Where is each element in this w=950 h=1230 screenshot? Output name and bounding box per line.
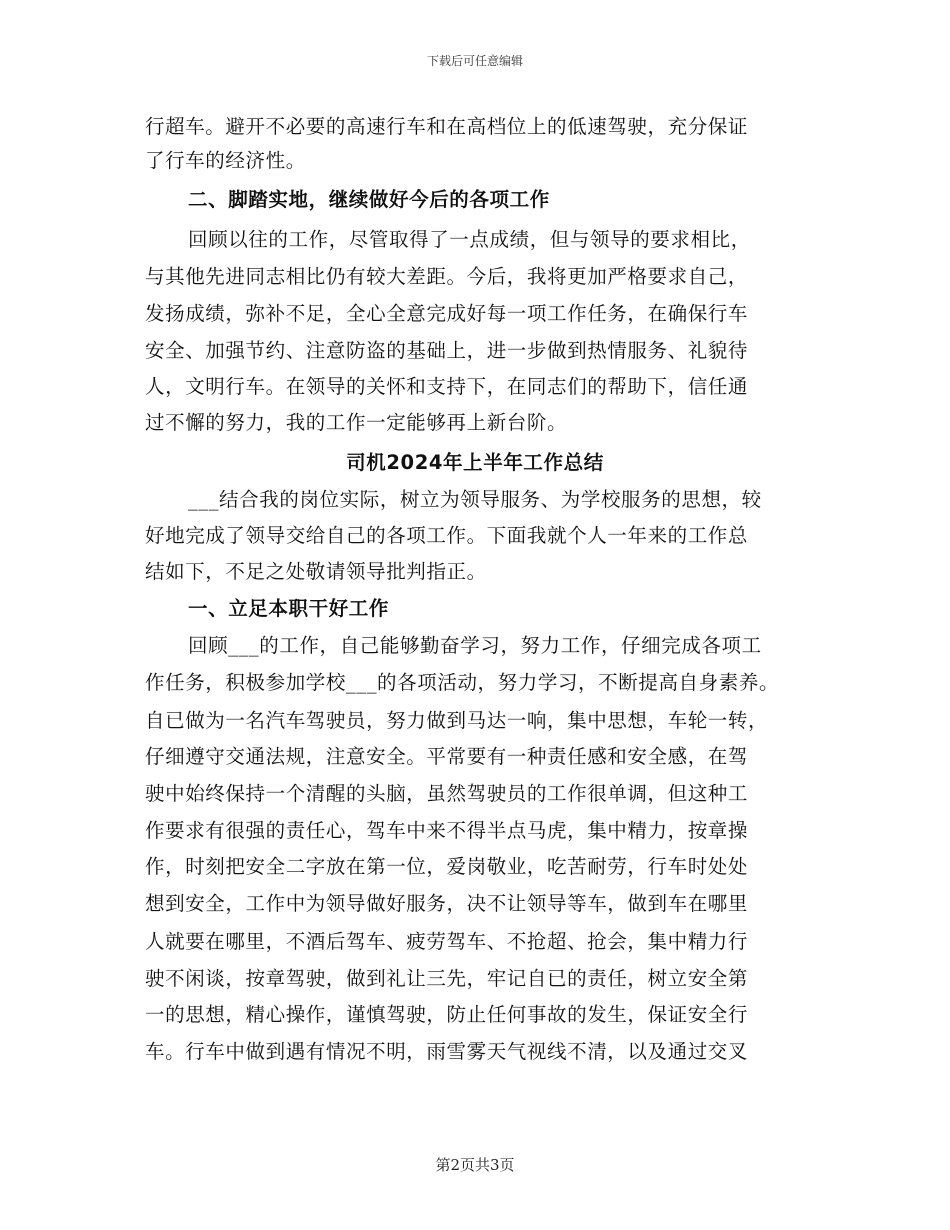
body-line: 仔细遵守交通法规，注意安全。平常要有一种责任感和安全感，在驾 [145, 745, 749, 768]
body-line: 好地完成了领导交给自己的各项工作。下面我就个人一年来的工作总 [145, 524, 749, 547]
body-line: 结如下，不足之处敬请领导批判指正。 [145, 560, 487, 583]
body-line: 一的思想，精心操作，谨慎驾驶，防止任何事故的发生，保证安全行 [145, 1003, 749, 1026]
body-line: 了行车的经济性。 [145, 149, 306, 172]
section-heading: 一、立足本职干好工作 [188, 597, 390, 620]
page-header: 下载后可任意编辑 [426, 54, 523, 68]
body-line: 驶不闲谈，按章驾驶，做到礼让三先，牢记自已的责任，树立安全第 [145, 967, 749, 990]
body-line: 回顾以往的工作，尽管取得了一点成绩，但与领导的要求相比， [188, 228, 751, 251]
body-line: 安全、加强节约、注意防盗的基础上，进一步做到热情服务、礼貌待 [145, 339, 749, 362]
body-line: 行超车。避开不必要的高速行车和在高档位上的低速驾驶，充分保证 [145, 115, 749, 138]
body-line: 车。行车中做到遇有情况不明，雨雪雾天气视线不清，以及通过交叉 [145, 1040, 749, 1063]
document-title: 司机2024年上半年工作总结 [346, 451, 604, 474]
body-line: 想到安全，工作中为领导做好服务，决不让领导等车，做到车在哪里 [145, 892, 749, 915]
body-line: 发扬成绩，弥补不足，全心全意完成好每一项工作任务，在确保行车 [145, 302, 749, 325]
body-line: 作任务，积极参加学校___的各项活动，努力学习，不断提高自身素养。 [145, 671, 780, 694]
body-line: 回顾___的工作，自己能够勤奋学习，努力工作，仔细完成各项工 [188, 634, 762, 657]
body-line: 过不懈的努力，我的工作一定能够再上新台阶。 [145, 411, 568, 434]
body-line: 作，时刻把安全二字放在第一位，爱岗敬业，吃苦耐劳，行车时处处 [145, 855, 749, 878]
body-line: 人就要在哪里，不酒后驾车、疲劳驾车、不抢超、抢会，集中精力行 [145, 930, 749, 953]
page-number: 第2页共3页 [435, 1156, 515, 1174]
body-line: 自已做为一名汽车驾驶员，努力做到马达一响，集中思想，车轮一转， [145, 709, 769, 732]
body-line: 人，文明行车。在领导的关怀和支持下，在同志们的帮助下，信任通 [145, 375, 749, 398]
body-line: 作要求有很强的责任心，驾车中来不得半点马虎，集中精力，按章操 [145, 819, 749, 842]
section-heading: 二、脚踏实地，继续做好今后的各项工作 [188, 188, 550, 211]
body-line: ___结合我的岗位实际，树立为领导服务、为学校服务的思想，较 [188, 488, 762, 511]
body-line: 驶中始终保持一个清醒的头脑，虽然驾驶员的工作很单调，但这种工 [145, 782, 749, 805]
body-line: 与其他先进同志相比仍有较大差距。今后，我将更加严格要求自己， [145, 265, 749, 288]
